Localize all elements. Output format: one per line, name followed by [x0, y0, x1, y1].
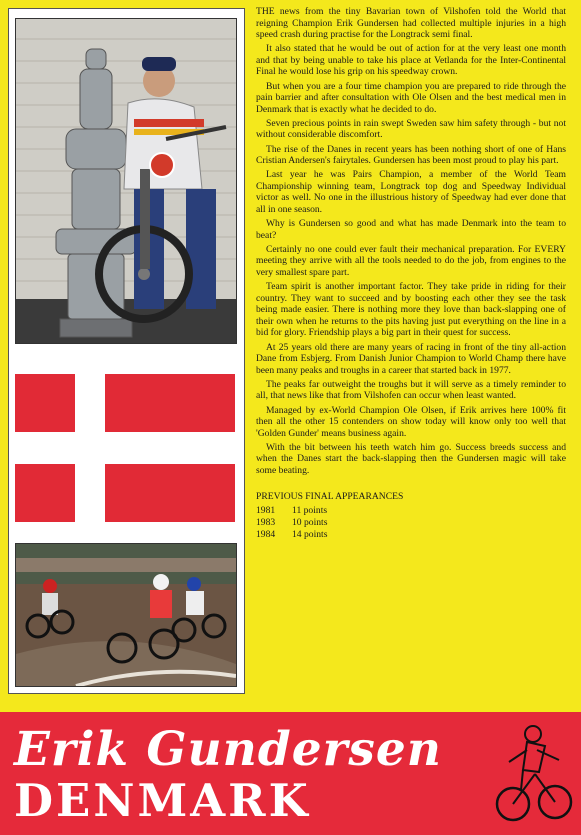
appearance-row	[256, 505, 566, 517]
article-paragraph: Managed by ex-World Champion Ole Olsen, if Erik arrives here 100% fit then all the other 15 contenders on show today will know only too well that 'Golden Gunder' means business again.	[256, 404, 566, 439]
rider-trophy-photo	[15, 18, 237, 344]
appearance-points: 11 points	[292, 504, 328, 516]
appearances-heading: PREVIOUS FINAL APPEARANCES	[256, 490, 404, 502]
appearance-year: 1981	[256, 504, 276, 516]
race-action-photo	[15, 543, 237, 687]
article-paragraph: It also stated that he would be out of action for at the very least one month and that by being unable to take his place at Vetlanda for the Inter-Continental Final he would lose his grip on his speedway crown.	[256, 43, 566, 78]
rider-name-title: Erik Gundersen	[14, 722, 442, 777]
rider-trophy-illustration	[16, 19, 236, 343]
speedway-rider-sketch-icon	[493, 720, 575, 830]
article-paragraph: At 25 years old there are many years of racing in front of the tiny all-action Dane from Esbjerg. From Danish Junior Champion to World Champ there have been many peaks and troughs in a career that started back in 1977.	[256, 341, 566, 376]
appearance-row	[256, 529, 566, 541]
article-paragraph: Certainly no one could ever fault their mechanical preparation. For EVERY meeting they arrive with all the tools needed to do the job, from engines to the very smallest spare part.	[256, 243, 566, 278]
rider-country-title: DENMARK	[14, 774, 311, 827]
race-action-illustration	[16, 544, 236, 686]
appearance-year: 1983	[256, 516, 276, 528]
article-paragraph: Team spirit is another important factor. They take pride in riding for their country. They want to succeed and by boosting each other they see the task being made easier. There is nothing more they love than back-slapping one of their own when he returns to the pits having just put everything on the line in a bid for glory. Friendship plays a big part in their quest for success.	[256, 281, 566, 339]
article-paragraph: The peaks far outweight the troughs but it will serve as a timely reminder to all, that news like that from Vilshofen can occur when least wanted.	[256, 378, 566, 402]
appearance-row	[256, 517, 566, 529]
appearance-points: 14 points	[292, 528, 328, 540]
article-paragraph: With the bit between his teeth watch him go. Success breeds success and when the Danes start the back-slapping then the Gundersen magic will take some beating.	[256, 441, 566, 476]
danish-flag	[15, 362, 235, 522]
article-paragraph: The rise of the Danes in recent years has been nothing short of one of Hans Cristian Andersen's fairytales. Gundersen has been most proud to play his part.	[256, 143, 566, 167]
article-paragraph: Last year he was Pairs Champion, a member of the World Team Championship winning team, Longtrack top dog and Speedway Individual victor as well. No one in the illustrious history of Speedway had ever done that all in one season.	[256, 169, 566, 215]
article-paragraph: Why is Gundersen so good and what has made Denmark into the team to beat?	[256, 218, 566, 241]
title-banner	[0, 712, 581, 835]
article-body	[256, 6, 566, 541]
article-paragraph: But when you are a four time champion you are prepared to ride through the pain barrier and after consultation with Ole Olsen and the best medical men in Denmark that is exactly what he decided to do.	[256, 80, 566, 115]
article-paragraph: Seven precious points in rain swept Sweden saw him safety through - but not without considerable discomfort.	[256, 117, 566, 141]
previous-final-appearances	[256, 491, 566, 541]
article-paragraph: THE news from the tiny Bavarian town of Vilshofen told the World that reigning Champion Erik Gundersen had collected multiple injuries in a high speed crash during practise for the Longtrack semi final.	[256, 6, 566, 41]
appearance-year: 1984	[256, 528, 276, 540]
appearance-points: 10 points	[292, 516, 328, 528]
